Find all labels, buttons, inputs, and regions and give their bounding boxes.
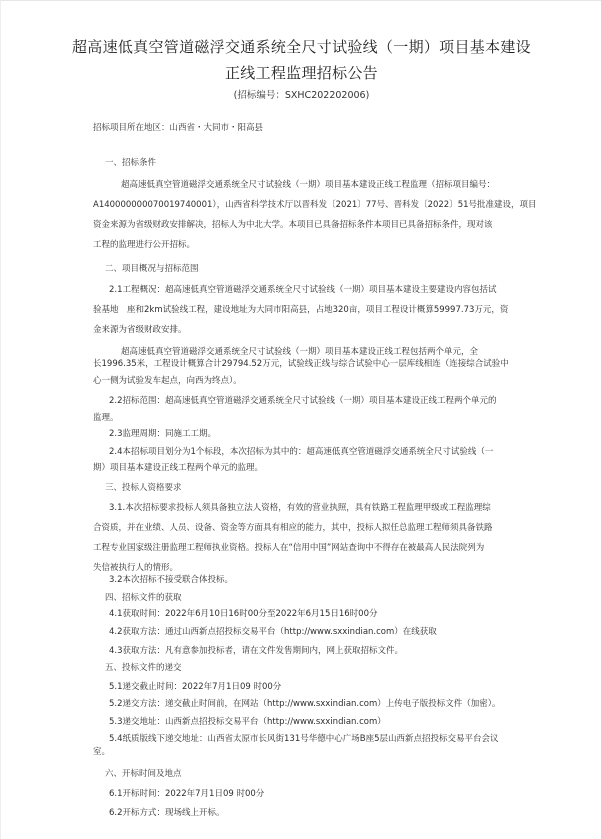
paragraph-line: 2.2招标范围：超高速低真空管道磁浮交通系统全尺寸试验线（一期）项目基本建设正线工程两个单元的 <box>109 396 497 406</box>
section-heading: 二、项目概况与招标范围 <box>105 264 199 274</box>
project-code: (招标编号：SXHC202202006) <box>233 90 370 101</box>
paragraph-line: 失信被执行人的情形。 <box>93 563 179 573</box>
paragraph-line: 长1996.35米，工程设计概算合计29794.52万元，试验线正线与综合试验中心一层库线相连（连接综合试验中 <box>93 359 509 369</box>
paragraph-line: 5.4纸质版线下递交地址：山西省太原市长风街131号华德中心广场B座5层山西新点招投标交易平台会议 <box>109 734 499 744</box>
paragraph-line: 5.1递交截止时间：2022年7月1日09 时00分 <box>109 682 282 692</box>
paragraph-line: 2.4本招标项目划分为1个标段，本次招标为其中的：超高速低真空管道磁浮交通系统全尺寸试验线（一 <box>109 447 494 457</box>
paragraph-line: 3.1.本次招标要求投标人须具备独立法人资格，有效的营业执照，具有铁路工程监理甲级或工程监理综 <box>109 503 491 513</box>
paragraph-line: 5.2递交方法：递交截止时间前，在网站（http://www.sxxindian.com）上传电子版投标文件（加密）。 <box>109 699 501 709</box>
section-heading: 一、招标条件 <box>105 158 157 168</box>
paragraph-line: 2.1工程概况：超高速低真空管道磁浮交通系统全尺寸试验线（一期）项目基本建设主要建设内容包括试 <box>109 285 497 295</box>
paragraph-line: 超高速低真空管道磁浮交通系统全尺寸试验线（一期）项目基本建设正线工程包括两个单元，全 <box>121 347 479 357</box>
title-line-2: 正线工程监理招标公告 <box>224 64 378 82</box>
paragraph-line: 6.2开标方式：现场线上开标。 <box>109 808 225 818</box>
paragraph-line: 6.1开标时间：2022年7月1日09 时00分 <box>109 789 265 799</box>
paragraph-line: 合资质，并在业绩、人员、设备、资金等方面具有相应的能力，其中，投标人拟任总监理工程师须具备铁路 <box>93 523 493 533</box>
paragraph-line: 工程的监理进行公开招标。 <box>93 240 196 250</box>
paragraph-line: 2.3监理周期：同施工工期。 <box>109 429 217 439</box>
paragraph-line: 超高速低真空管道磁浮交通系统全尺寸试验线（一期）项目基本建设正线工程监理（招标项目编号： <box>121 180 496 190</box>
paragraph-line: 监理。 <box>93 413 119 423</box>
paragraph-line: 金来源为省级财政安排。 <box>93 325 187 335</box>
paragraph-line: 4.2获取方法：通过山西新点招投标交易平台（http://www.sxxindian.com）在线获取 <box>109 627 437 637</box>
paragraph-line: 验基地 座和2km试验线工程，建设地址为大同市阳高县，占地320亩，项目工程设计概算59997.73万元，资 <box>93 305 509 315</box>
paragraph-line: 室。 <box>93 747 111 757</box>
title-line-1: 超高速低真空管道磁浮交通系统全尺寸试验线（一期）项目基本建设 <box>71 38 531 56</box>
section-heading: 六、开标时间及地点 <box>105 769 182 779</box>
paragraph-line: 4.3获取方法：凡有意参加投标者，请在文件发售期间内，网上获取招标文件。 <box>109 646 404 656</box>
paragraph-line: A140000000070019740001），山西省科学技术厅以晋科发〔2021〕77号、晋科发〔2022〕51号批准建设，项目 <box>93 200 537 210</box>
paragraph-line: 心一侧为试验发车起点，向西为终点）。 <box>93 376 242 386</box>
paragraph-line: 5.3递交地址：山西新点招投标交易平台（http://www.sxxindian.com） <box>109 717 386 727</box>
paragraph-line: 资金来源为省级财政安排解决，招标人为中北大学。本项目已具备招标条件本项目已具备招标条件，现对该 <box>93 220 493 230</box>
paragraph-line: 3.2本次招标不接受联合体投标。 <box>109 575 234 585</box>
paragraph-line: 工程专业国家级注册监理工程师执业资格。投标人在“信用中国”网站查询中不得存在被最高人民法院列为 <box>93 543 485 553</box>
paragraph-line: 期）项目基本建设正线工程两个单元的监理。 <box>93 463 264 473</box>
section-heading: 四、招标文件的获取 <box>105 593 182 603</box>
section-heading: 五、投标文件的递交 <box>105 663 182 673</box>
location-line: 招标项目所在地区：山西省・大同市・阳高县 <box>93 123 264 133</box>
section-heading: 三、投标人资格要求 <box>105 483 182 493</box>
paragraph-line: 4.1获取时间：2022年6月10日16时00分至2022年6月15日16时00分 <box>109 609 378 619</box>
